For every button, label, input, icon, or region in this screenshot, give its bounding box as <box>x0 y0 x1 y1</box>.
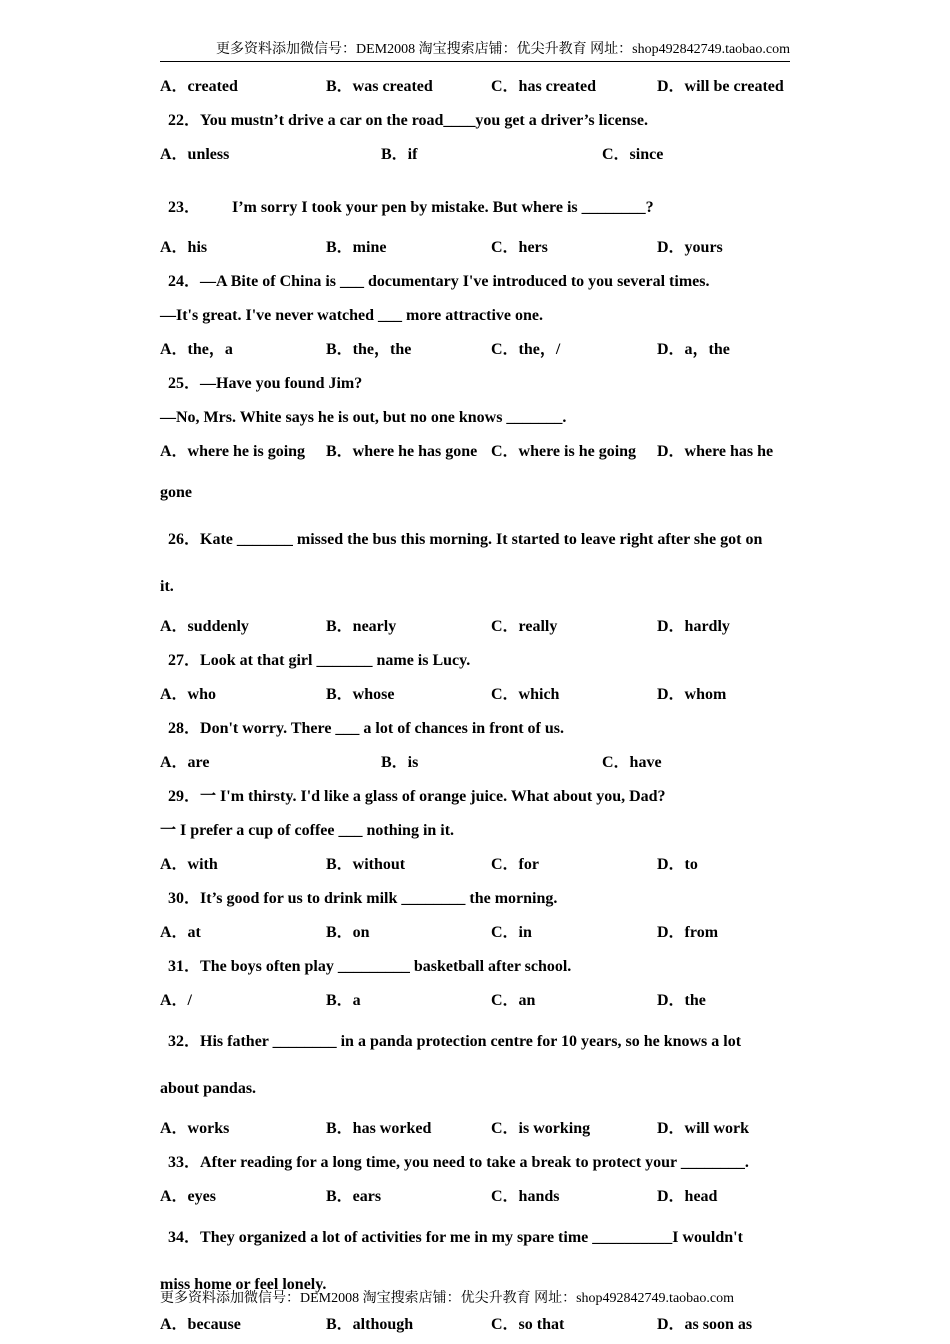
option-34-a[interactable]: A．because <box>160 1316 241 1333</box>
option-30-b[interactable]: B．on <box>326 924 370 941</box>
options-row-31 <box>160 984 800 1018</box>
option-25-d[interactable]: D．where has he <box>657 443 774 460</box>
question-text: After reading for a long time, you need to take a break to protect your ________. <box>200 1154 749 1171</box>
question-text: You mustn’t drive a car on the road____you get a driver’s license. <box>200 112 648 129</box>
options-row-26 <box>160 610 800 644</box>
option-31-d[interactable]: D．the <box>657 992 706 1009</box>
option-21-c[interactable]: C．has created <box>491 78 597 95</box>
question-text: Look at that girl _______ name is Lucy. <box>200 652 471 669</box>
options-row-34 <box>160 1308 800 1342</box>
options-row-32 <box>160 1112 800 1146</box>
option-27-a[interactable]: A．who <box>160 686 217 703</box>
option-21-a[interactable]: A．created <box>160 78 238 95</box>
option-27-c[interactable]: C．which <box>491 686 560 703</box>
question-number: 30． <box>168 890 201 907</box>
option-29-c[interactable]: C．for <box>491 856 539 873</box>
question-number: 27． <box>168 652 201 669</box>
option-32-b[interactable]: B．has worked <box>326 1120 432 1137</box>
option-26-c[interactable]: C．really <box>491 618 558 635</box>
option-31-b[interactable]: B．a <box>326 992 361 1009</box>
option-26-b[interactable]: B．nearly <box>326 618 397 635</box>
question-number: 32． <box>168 1033 201 1050</box>
question-number: 34． <box>168 1229 201 1246</box>
option-29-d[interactable]: D．to <box>657 856 698 873</box>
option-23-d[interactable]: D．yours <box>657 239 723 256</box>
options-row-28 <box>160 746 800 780</box>
option-23-c[interactable]: C．hers <box>491 239 548 256</box>
question-number: 28． <box>168 720 201 737</box>
question-number: 22． <box>168 112 201 129</box>
question-22 <box>160 104 800 138</box>
question-text: His father ________ in a panda protection centre for 10 years, so he knows a lot <box>200 1033 742 1050</box>
question-33 <box>160 1146 800 1180</box>
question-32 <box>160 1018 800 1065</box>
question-25 <box>160 367 800 401</box>
option-29-a[interactable]: A．with <box>160 856 218 873</box>
option-28-b[interactable]: B．is <box>381 754 419 771</box>
question-text: They organized a lot of activities for me in my spare time __________I wouldn't <box>200 1229 743 1246</box>
question-29 <box>160 780 800 814</box>
question-text: I’m sorry I took your pen by mistake. But where is ________? <box>232 199 654 216</box>
option-25-b[interactable]: B．where he has gone <box>326 443 478 460</box>
question-number: 26． <box>168 531 201 548</box>
question-text: —Have you found Jim? <box>200 375 363 392</box>
question-number: 23． <box>168 199 201 216</box>
option-34-b[interactable]: B．although <box>326 1316 414 1333</box>
options-row-33 <box>160 1180 800 1214</box>
question-text: It’s good for us to drink milk ________ the morning. <box>200 890 558 907</box>
question-number: 24． <box>168 273 201 290</box>
option-24-a[interactable]: A．the，a <box>160 341 233 358</box>
option-33-d[interactable]: D．head <box>657 1188 718 1205</box>
options-row-21 <box>160 70 800 104</box>
option-24-c[interactable]: C．the，/ <box>491 341 561 358</box>
option-33-b[interactable]: B．ears <box>326 1188 382 1205</box>
question-23 <box>160 184 800 231</box>
option-30-d[interactable]: D．from <box>657 924 719 941</box>
options-row-24 <box>160 333 800 367</box>
option-22-b[interactable]: B．if <box>381 146 418 163</box>
question-31 <box>160 950 800 984</box>
question-text: The boys often play _________ basketball after school. <box>200 958 572 975</box>
option-25-c[interactable]: C．where is he going <box>491 443 637 460</box>
option-22-a[interactable]: A．unless <box>160 146 230 163</box>
page-footer: 更多资料添加微信号：DEM2008 淘宝搜索店铺：优尖升教育 网址：shop492842749.taobao.com <box>160 1291 734 1306</box>
option-28-a[interactable]: A．are <box>160 754 210 771</box>
option-31-c[interactable]: C．an <box>491 992 536 1009</box>
option-32-c[interactable]: C．is working <box>491 1120 591 1137</box>
option-21-d[interactable]: D．will be created <box>657 78 784 95</box>
option-26-a[interactable]: A．suddenly <box>160 618 249 635</box>
options-row-22 <box>160 138 800 172</box>
option-34-d[interactable]: D．as soon as <box>657 1316 753 1333</box>
option-22-c[interactable]: C．since <box>602 146 664 163</box>
question-34 <box>160 1214 800 1261</box>
option-25-a[interactable]: A．where he is going <box>160 443 306 460</box>
options-25-wrap: gone <box>160 484 192 501</box>
option-28-c[interactable]: C．have <box>602 754 662 771</box>
option-34-c[interactable]: C．so that <box>491 1316 565 1333</box>
question-24 <box>160 265 800 299</box>
question-text: Kate _______ missed the bus this morning. It started to leave right after she got on <box>200 531 763 548</box>
options-row-29 <box>160 848 800 882</box>
option-30-a[interactable]: A．at <box>160 924 201 941</box>
option-21-b[interactable]: B．was created <box>326 78 433 95</box>
question-30 <box>160 882 800 916</box>
option-32-a[interactable]: A．works <box>160 1120 230 1137</box>
page-header: 更多资料添加微信号：DEM2008 淘宝搜索店铺：优尖升教育 网址：shop492842749.taobao.com <box>160 38 790 62</box>
question-34-wrap: miss home or feel lonely. <box>160 1276 327 1293</box>
option-29-b[interactable]: B．without <box>326 856 406 873</box>
question-26-wrap: it. <box>160 578 174 595</box>
option-30-c[interactable]: C．in <box>491 924 532 941</box>
question-text: —A Bite of China is ___ documentary I've introduced to you several times. <box>200 273 710 290</box>
question-list <box>160 70 800 1342</box>
option-31-a[interactable]: A．/ <box>160 992 193 1009</box>
question-24-line2: —It's great. I've never watched ___ more attractive one. <box>160 307 544 324</box>
question-27 <box>160 644 800 678</box>
question-text: Don't worry. There ___ a lot of chances in front of us. <box>200 720 565 737</box>
options-row-27 <box>160 678 800 712</box>
question-number: 25． <box>168 375 201 392</box>
option-26-d[interactable]: D．hardly <box>657 618 730 635</box>
option-23-b[interactable]: B．mine <box>326 239 387 256</box>
option-24-b[interactable]: B．the，the <box>326 341 412 358</box>
question-number: 33． <box>168 1154 201 1171</box>
question-26 <box>160 516 800 563</box>
option-33-a[interactable]: A．eyes <box>160 1188 216 1205</box>
question-32-wrap: about pandas. <box>160 1080 257 1097</box>
options-row-25 <box>160 435 800 469</box>
option-24-d[interactable]: D．a，the <box>657 341 730 358</box>
options-row-30 <box>160 916 800 950</box>
question-28 <box>160 712 800 746</box>
option-27-d[interactable]: D．whom <box>657 686 727 703</box>
options-row-23 <box>160 231 800 265</box>
option-33-c[interactable]: C．hands <box>491 1188 560 1205</box>
question-25-line2: —No, Mrs. White says he is out, but no one knows _______. <box>160 409 567 426</box>
question-29-line2: 一 I prefer a cup of coffee ___ nothing in it. <box>160 822 455 839</box>
option-23-a[interactable]: A．his <box>160 239 208 256</box>
question-text: 一 I'm thirsty. I'd like a glass of orange juice. What about you, Dad? <box>200 788 666 805</box>
question-number: 31． <box>168 958 201 975</box>
question-number: 29． <box>168 788 201 805</box>
option-27-b[interactable]: B．whose <box>326 686 395 703</box>
option-32-d[interactable]: D．will work <box>657 1120 750 1137</box>
